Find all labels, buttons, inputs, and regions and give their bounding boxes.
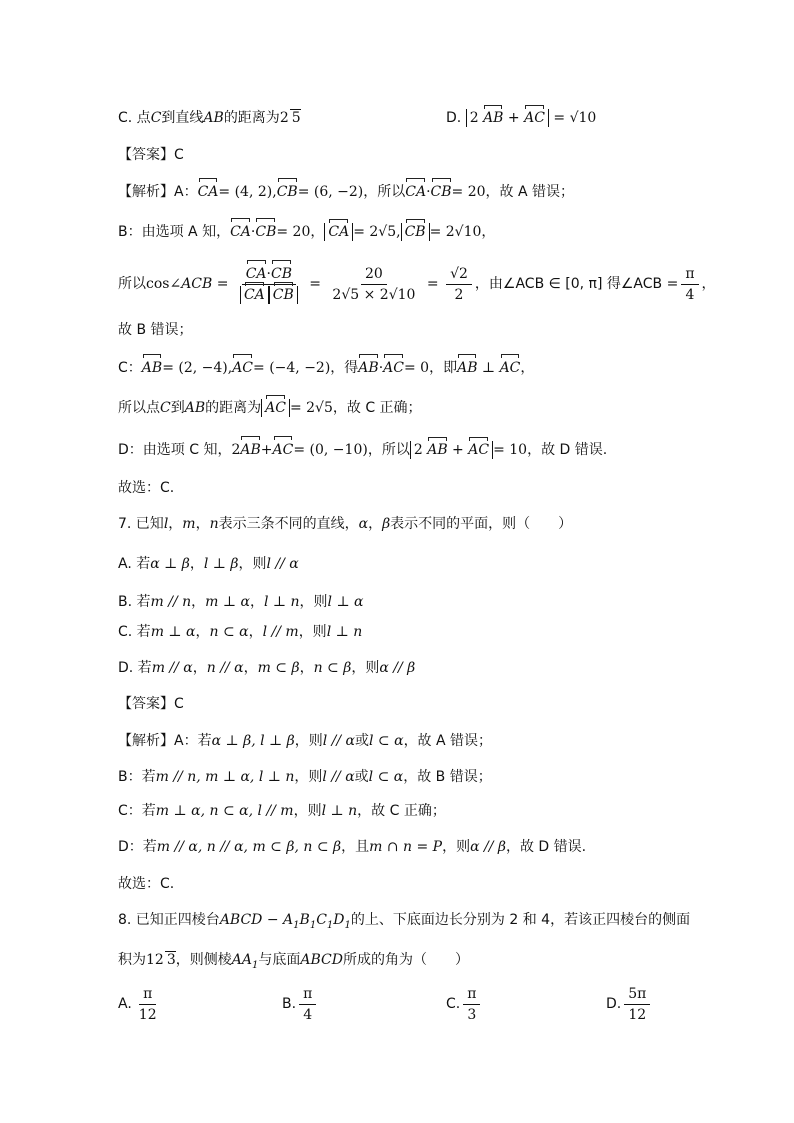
- q8-option-a: A. $\frac{\pi}{12}$: [118, 985, 157, 1023]
- q7-option-b: B. 若m // n，m ⊥ α，l ⊥ n，则l ⊥ α: [118, 594, 364, 610]
- q6-option-c: C. 点C到直线AB的距离为2 5: [118, 110, 301, 126]
- q7-choose: 故选：C.: [118, 876, 175, 892]
- q8-option-d: D. $\frac{5\pi}{12}$: [606, 982, 653, 1026]
- q7-solution-c: C：若m ⊥ α, n ⊂ α, l // m，则l ⊥ n，故 C 正确；: [118, 803, 446, 819]
- q6-solution-a: 【解析】A：CA= (4, 2),CB= (6, −2)，所以CA·CB= 20，故 A 错误；: [118, 184, 575, 200]
- q7-solution-b: B：若m // n, m ⊥ α, l ⊥ n，则l // α或l ⊂ α，故 B 错误；: [118, 769, 492, 785]
- q7-solution-d: D：若m // α, n // α, m ⊂ β, n ⊂ β，且m ∩ n = P，则α // β，故 D 错误.: [118, 839, 587, 855]
- q6-solution-cos: 所以cos∠ACB = $\frac{CA\cdot CB}{\text{CA CB}}$ = $\frac{20}{2√5 \times 2√10}$ = $\frac{√2}{2}$ ，由∠ACB ∈ [0, π] 得∠ACB = $\frac{\pi}{4}$ ，: [118, 265, 716, 303]
- q6-solution-d: D：由选项 C 知，2AB+AC= (0, −10)，所以 2 AB + AC = 10，故 D 错误.: [118, 442, 608, 458]
- q8-stem-line2: 积为12 3，则侧棱$AA_1$与底面ABCD所成的角为（ ）: [118, 952, 469, 971]
- q6-solution-c: C：AB= (2, −4),AC= (−4, −2)，得AB·AC= 0，即AB ⊥ AC，: [118, 360, 535, 376]
- q6-solution-b-wrong: 故 B 错误；: [118, 322, 193, 338]
- q7-solution-a: 【解析】A：若α ⊥ β, l ⊥ β，则l // α或l ⊂ α，故 A 错误；: [118, 733, 493, 749]
- q7-option-d: D. 若m // α，n // α，m ⊂ β，n ⊂ β，则α // β: [118, 660, 416, 676]
- q6-option-d: D. 2 AB + AC = √10: [446, 110, 597, 126]
- q6-solution-c-dist: 所以点C到AB的距离为 AC = 2√5，故 C 正确；: [118, 400, 422, 416]
- q8-options: [0, 982, 794, 1026]
- q8-option-c: C. $\frac{\pi}{3}$: [446, 982, 483, 1026]
- q6-choose: 故选：C.: [118, 480, 175, 496]
- q8-option-b: B. $\frac{\pi}{4}$: [282, 982, 319, 1026]
- q7-option-a: A. 若α ⊥ β，l ⊥ β，则l // α: [118, 556, 299, 572]
- q6-answer: 【答案】C: [118, 147, 184, 163]
- q8-stem-line1: 8. 已知正四棱台ABCD − $A_1B_1C_1D_1$的上、下底面边长分别为 2 和 4，若该正四棱台的侧面: [118, 912, 691, 931]
- q7-answer: 【答案】C: [118, 696, 184, 712]
- q7-option-c: C. 若m ⊥ α，n ⊂ α，l // m，则l ⊥ n: [118, 624, 363, 640]
- q7-stem: 7. 已知l，m，n表示三条不同的直线，α，β表示不同的平面，则（ ）: [118, 516, 573, 532]
- q6-solution-b: B：由选项 A 知，CA·CB= 20， CA = 2√5, CB = 2√10，: [118, 224, 496, 240]
